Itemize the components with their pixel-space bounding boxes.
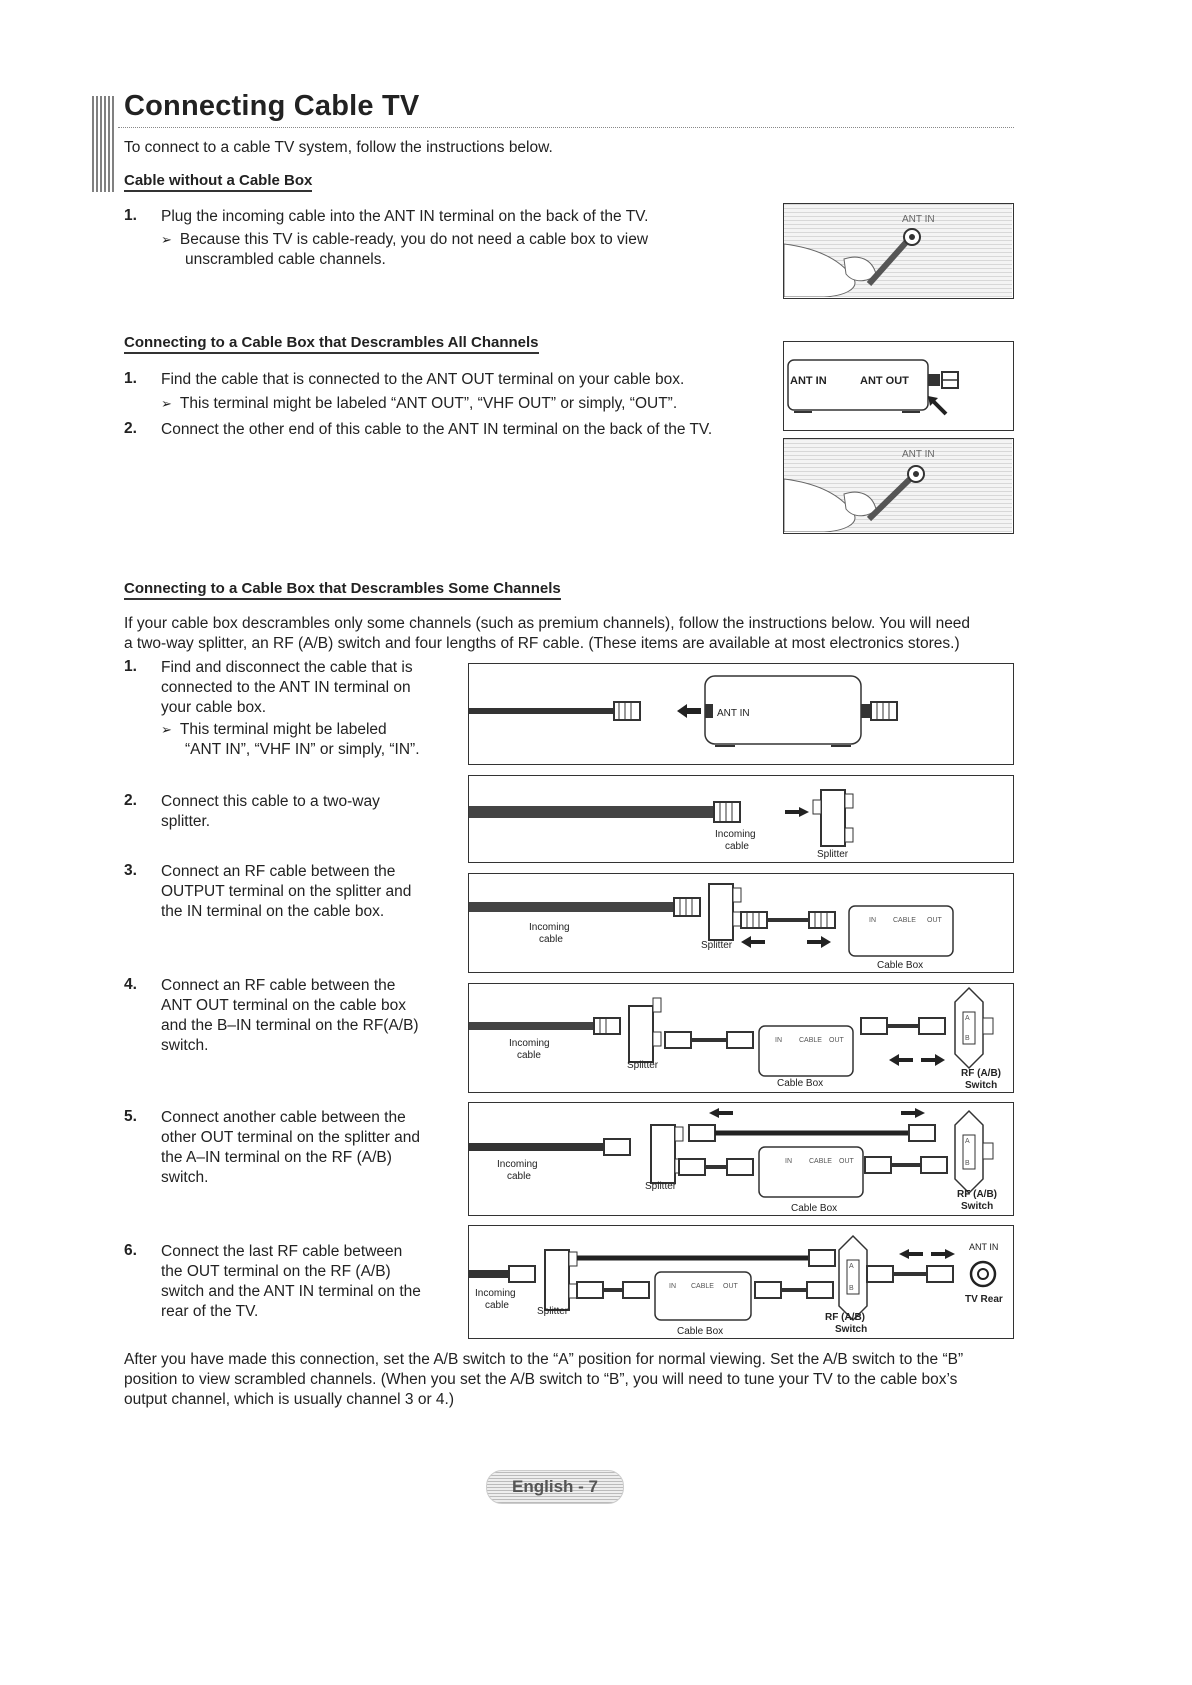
note-arrow-icon: ➢ xyxy=(161,722,172,737)
s3-step5-line2: other OUT terminal on the splitter and xyxy=(161,1129,421,1146)
s2-step1-note xyxy=(161,394,677,414)
s3-step2-line2: splitter. xyxy=(161,813,211,830)
d4-box-cable: CABLE xyxy=(799,1037,822,1044)
d6-box-in: IN xyxy=(669,1283,676,1290)
s3-intro-line1: If your cable box descrambles only some channels (such as premium channels), follow the instructions below. You will need xyxy=(124,615,971,632)
s3-step5-line3: the A–IN terminal on the RF (A/B) xyxy=(161,1149,392,1166)
d5-box-in: IN xyxy=(785,1158,792,1165)
s1-step1-number: 1. xyxy=(124,207,137,224)
diagram-step3 xyxy=(468,873,1014,973)
s3-step3-line2: OUTPUT terminal on the splitter and xyxy=(161,883,412,900)
d2-cable: cable xyxy=(725,841,749,852)
d4-switch-a: A xyxy=(965,1015,970,1022)
d3-incoming: Incoming xyxy=(529,922,570,933)
s2-note-text: This terminal might be labeled “ANT OUT”, “VHF OUT” or simply, “OUT”. xyxy=(179,395,678,412)
s3-step4-number: 4. xyxy=(124,976,137,993)
d4-cable: cable xyxy=(517,1050,541,1061)
s3-step6-line4: rear of the TV. xyxy=(161,1303,259,1320)
s3-intro-line2: a two-way splitter, an RF (A/B) switch and four lengths of RF cable. (These items are available at most electronics stores.) xyxy=(124,635,960,652)
d4-incoming: Incoming xyxy=(509,1038,550,1049)
hand-plug-illustration xyxy=(784,439,1012,532)
d5-switch: Switch xyxy=(961,1201,994,1212)
section3-heading: Connecting to a Cable Box that Descrambles Some Channels xyxy=(124,580,561,600)
diagram-step4-svg xyxy=(469,984,1012,1091)
diagram-step1-svg xyxy=(469,664,1012,763)
d6-tv-rear: TV Rear xyxy=(965,1294,1003,1305)
section2-heading: Connecting to a Cable Box that Descrambles All Channels xyxy=(124,334,539,354)
s3-step3-line1: Connect an RF cable between the xyxy=(161,863,396,880)
s3-step6-number: 6. xyxy=(124,1242,137,1259)
page-number-text: English - 7 xyxy=(512,1477,598,1496)
d6-splitter: Splitter xyxy=(537,1306,569,1317)
s3-step5-line1: Connect another cable between the xyxy=(161,1109,406,1126)
s3-step6-text xyxy=(161,1242,421,1322)
d4-switch: Switch xyxy=(965,1080,998,1091)
d6-rf-ab: RF (A/B) xyxy=(825,1312,865,1323)
s3-step6-line2: the OUT terminal on the RF (A/B) xyxy=(161,1263,391,1280)
d1-ant-in: ANT IN xyxy=(717,708,750,719)
d3-cable: cable xyxy=(539,934,563,945)
diagram-step2 xyxy=(468,775,1014,863)
s3-step1-line1: Find and disconnect the cable that is xyxy=(161,659,413,676)
d5-splitter: Splitter xyxy=(645,1181,677,1192)
s3-step4-text xyxy=(161,976,419,1056)
section3-outro xyxy=(124,1350,963,1410)
d5-cable: cable xyxy=(507,1171,531,1182)
section1-heading: Cable without a Cable Box xyxy=(124,172,312,192)
d2-incoming: Incoming xyxy=(715,829,756,840)
d4-splitter: Splitter xyxy=(627,1060,659,1071)
s3-step4-line1: Connect an RF cable between the xyxy=(161,977,396,994)
d6-box-out: OUT xyxy=(723,1283,738,1290)
d6-switch-b: B xyxy=(849,1285,854,1292)
d5-switch-a: A xyxy=(965,1138,970,1145)
s3-step4-line3: and the B–IN terminal on the RF(A/B) xyxy=(161,1017,419,1034)
diagram-step6 xyxy=(468,1225,1014,1339)
s1-note-line1: Because this TV is cable-ready, you do not need a cable box to view xyxy=(179,231,649,248)
s3-outro-line2: position to view scrambled channels. (When you set the A/B switch to “B”, you will need to tune your TV to the cable box’s xyxy=(124,1371,958,1388)
d2-splitter: Splitter xyxy=(817,849,849,860)
d5-cable-box: Cable Box xyxy=(791,1203,838,1214)
fig2-ant-out-label: ANT OUT xyxy=(860,375,909,387)
figure-ant-in-hand-2 xyxy=(783,438,1014,534)
d4-box-out: OUT xyxy=(829,1037,844,1044)
fig2-ant-in-label: ANT IN xyxy=(790,375,827,387)
s3-step3-line3: the IN terminal on the cable box. xyxy=(161,903,385,920)
diagram-step5 xyxy=(468,1102,1014,1216)
d6-incoming: Incoming xyxy=(475,1288,516,1299)
s3-step2-text xyxy=(161,792,380,832)
s3-note-line2: “ANT IN”, “VHF IN” or simply, “IN”. xyxy=(185,741,420,758)
s3-note-line1: This terminal might be labeled xyxy=(179,721,387,738)
diagram-step6-svg xyxy=(469,1226,1012,1337)
s1-step1-text: Plug the incoming cable into the ANT IN terminal on the back of the TV. xyxy=(161,208,649,225)
s3-outro-line1: After you have made this connection, set the A/B switch to the “A” position for normal viewing. Set the A/B switch to the “B” xyxy=(124,1351,964,1368)
s3-step6-line1: Connect the last RF cable between xyxy=(161,1243,403,1260)
diagram-step1 xyxy=(468,663,1014,765)
s3-step6-line3: switch and the ANT IN terminal on the xyxy=(161,1283,421,1300)
d4-switch-b: B xyxy=(965,1035,970,1042)
d5-incoming: Incoming xyxy=(497,1159,538,1170)
figure-cable-box-ant-out xyxy=(783,341,1014,431)
s3-step2-number: 2. xyxy=(124,792,137,809)
s3-step1-text xyxy=(161,658,413,718)
fig3-ant-in-label: ANT IN xyxy=(902,449,935,460)
diagram-step5-svg xyxy=(469,1103,1012,1214)
s2-step1-number: 1. xyxy=(124,370,137,387)
hand-plug-illustration xyxy=(784,204,1012,297)
title-rule xyxy=(118,127,1014,128)
d3-box-out: OUT xyxy=(927,917,942,924)
s3-step5-line4: switch. xyxy=(161,1169,209,1186)
s3-step5-number: 5. xyxy=(124,1108,137,1125)
d4-cable-box: Cable Box xyxy=(777,1078,824,1089)
s3-step3-text xyxy=(161,862,411,922)
intro-text: To connect to a cable TV system, follow the instructions below. xyxy=(124,139,553,156)
diagram-step2-svg xyxy=(469,776,1012,861)
s2-step2-number: 2. xyxy=(124,420,137,437)
figure-ant-in-hand-1 xyxy=(783,203,1014,299)
section-marker-bar xyxy=(92,96,116,192)
diagram-step4 xyxy=(468,983,1014,1093)
d4-rf-ab: RF (A/B) xyxy=(961,1068,1001,1079)
note-arrow-icon: ➢ xyxy=(161,232,172,247)
s1-step1-note xyxy=(161,230,648,270)
d6-switch: Switch xyxy=(835,1324,868,1335)
s3-step3-number: 3. xyxy=(124,862,137,879)
page-title: Connecting Cable TV xyxy=(124,90,420,122)
s2-step2-text: Connect the other end of this cable to the ANT IN terminal on the back of the TV. xyxy=(161,421,713,438)
d3-cable-box: Cable Box xyxy=(877,960,924,971)
d5-box-out: OUT xyxy=(839,1158,854,1165)
s3-step4-line4: switch. xyxy=(161,1037,209,1054)
section3-intro xyxy=(124,614,970,654)
s3-step4-line2: ANT OUT terminal on the cable box xyxy=(161,997,406,1014)
s3-step1-number: 1. xyxy=(124,658,137,675)
s3-step5-text xyxy=(161,1108,420,1188)
s3-step1-line2: connected to the ANT IN terminal on xyxy=(161,679,411,696)
s3-outro-line3: output channel, which is usually channel 3 or 4.) xyxy=(124,1391,455,1408)
d6-ant-in: ANT IN xyxy=(969,1242,999,1252)
note-arrow-icon: ➢ xyxy=(161,396,172,411)
d5-rf-ab: RF (A/B) xyxy=(957,1189,997,1200)
d3-splitter: Splitter xyxy=(701,940,733,951)
s3-step1-line3: your cable box. xyxy=(161,699,267,716)
d5-box-cable: CABLE xyxy=(809,1158,832,1165)
d3-box-in: IN xyxy=(869,917,876,924)
diagram-step3-svg xyxy=(469,874,1012,971)
cable-box-illustration xyxy=(784,342,1012,429)
s2-step1-text: Find the cable that is connected to the ANT OUT terminal on your cable box. xyxy=(161,371,685,388)
d6-switch-a: A xyxy=(849,1263,854,1270)
d3-box-cable: CABLE xyxy=(893,917,916,924)
fig1-ant-in-label: ANT IN xyxy=(902,214,935,225)
s3-step2-line1: Connect this cable to a two-way xyxy=(161,793,380,810)
d5-switch-b: B xyxy=(965,1160,970,1167)
s3-step1-note xyxy=(161,720,420,760)
d6-cable: cable xyxy=(485,1300,509,1311)
d6-box-cable: CABLE xyxy=(691,1283,714,1290)
d6-cable-box: Cable Box xyxy=(677,1326,724,1337)
d4-box-in: IN xyxy=(775,1037,782,1044)
page-number-tag xyxy=(486,1470,624,1504)
s1-note-line2: unscrambled cable channels. xyxy=(185,251,386,268)
